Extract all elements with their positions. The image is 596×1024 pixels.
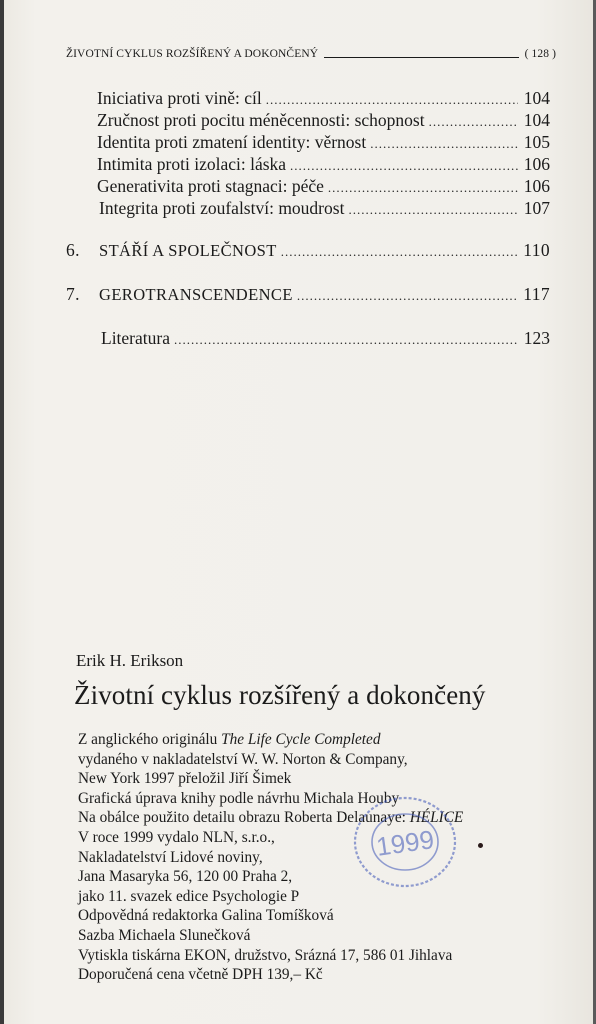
toc-label: Generativita proti stagnaci: péče: [97, 176, 324, 196]
imprint-text: New York 1997 přeložil Jiří Šimek: [78, 770, 292, 788]
imprint-text: Vytiskla tiskárna EKON, družstvo, Srázná 17, 586 01 Jihlava: [78, 946, 453, 964]
imprint-line: [78, 906, 548, 926]
imprint-line: [78, 808, 548, 828]
imprint-line: [78, 848, 548, 868]
imprint-line: [78, 789, 548, 809]
author-name: Erik H. Erikson: [76, 651, 184, 670]
toc-leader: [290, 158, 518, 174]
running-header: [66, 44, 556, 64]
toc-chapter-entry: [0, 284, 596, 306]
imprint-text: Z anglického originálu: [78, 731, 222, 748]
toc-chapter-entry: [0, 240, 596, 262]
imprint-original-title: The Life Cycle Completed: [221, 731, 381, 748]
toc-leader: [297, 288, 518, 304]
imprint-line: [78, 887, 548, 907]
imprint-text: Nakladatelství Lidové noviny,: [78, 848, 263, 866]
toc-page: 110: [523, 240, 550, 260]
book-title: Životní cyklus rozšířený a dokončený: [74, 680, 486, 710]
toc-entry: [0, 198, 596, 220]
imprint-text: jako 11. svazek edice Psychologie P: [78, 887, 300, 905]
toc-label: Zručnost proti pocitu méněcennosti: schopnost: [97, 110, 425, 130]
imprint-text: Sazba Michaela Slunečková: [78, 926, 251, 944]
toc-label: Literatura: [101, 328, 170, 348]
imprint-text: V roce 1999 vydalo NLN, s.r.o.,: [78, 828, 275, 846]
toc-page: 106: [523, 176, 550, 196]
toc-page: 123: [523, 328, 550, 348]
toc-label: Iniciativa proti vině: cíl: [97, 88, 262, 108]
toc-page: 104: [523, 88, 550, 108]
imprint-text: vydaného v nakladatelství W. W. Norton & Company,: [78, 750, 408, 768]
toc-entry: [0, 132, 596, 154]
imprint-line: [78, 769, 548, 789]
toc-leader: [281, 244, 518, 260]
imprint-text: Doporučená cena včetně DPH 139,– Kč: [78, 966, 323, 984]
imprint-line: [78, 965, 548, 985]
toc-label: Identita proti zmatení identity: věrnost: [97, 132, 367, 152]
imprint-text: Grafická úprava knihy podle návrhu Michala Houby: [78, 789, 400, 807]
toc-number: 7.: [66, 284, 80, 304]
toc-leader: [429, 114, 518, 130]
imprint-block: [78, 730, 548, 985]
imprint-text: Jana Masaryka 56, 120 00 Praha 2,: [78, 868, 293, 886]
toc-page: 105: [523, 132, 550, 152]
toc-entry: [0, 176, 596, 198]
toc-page: 117: [523, 284, 550, 304]
toc-entry: [0, 154, 596, 176]
toc-label: Intimita proti izolaci: láska: [97, 154, 287, 174]
running-header-title: ŽIVOTNÍ CYKLUS ROZŠÍŘENÝ A DOKONČENÝ: [66, 48, 319, 60]
toc-entry: [0, 110, 596, 132]
toc-page: 106: [523, 154, 550, 174]
toc-page: 104: [523, 110, 550, 130]
running-header-rule: [324, 57, 519, 58]
toc-leader: [266, 92, 518, 108]
imprint-line: [78, 750, 548, 770]
toc-label: Integrita proti zoufalství: moudrost: [99, 198, 345, 218]
stamp-year: 1999: [374, 824, 436, 862]
toc-leader: [348, 202, 518, 218]
toc-page: 107: [523, 198, 550, 218]
toc-label: GEROTRANSCENDENCE: [99, 285, 293, 304]
toc-leader: [370, 136, 518, 152]
imprint-line: [78, 946, 548, 966]
imprint-line: [78, 867, 548, 887]
imprint-text: Na obálce použito detailu obrazu Roberta Delaunaye:: [78, 809, 410, 827]
toc-entry: [0, 328, 596, 350]
imprint-painting-title: HÉLICE: [409, 809, 464, 827]
toc-number: 6.: [66, 240, 80, 260]
page-number: ( 128 ): [524, 48, 556, 60]
toc-leader: [174, 332, 518, 348]
library-stamp: [350, 792, 460, 892]
ink-speck: [478, 843, 483, 848]
toc-entry: [0, 88, 596, 110]
imprint-text: Odpovědná redaktorka Galina Tomíšková: [78, 907, 334, 925]
toc-label: STÁŘÍ A SPOLEČNOST: [99, 241, 277, 260]
toc-leader: [328, 180, 518, 196]
imprint-line: [78, 730, 548, 750]
imprint-line: [78, 926, 548, 946]
